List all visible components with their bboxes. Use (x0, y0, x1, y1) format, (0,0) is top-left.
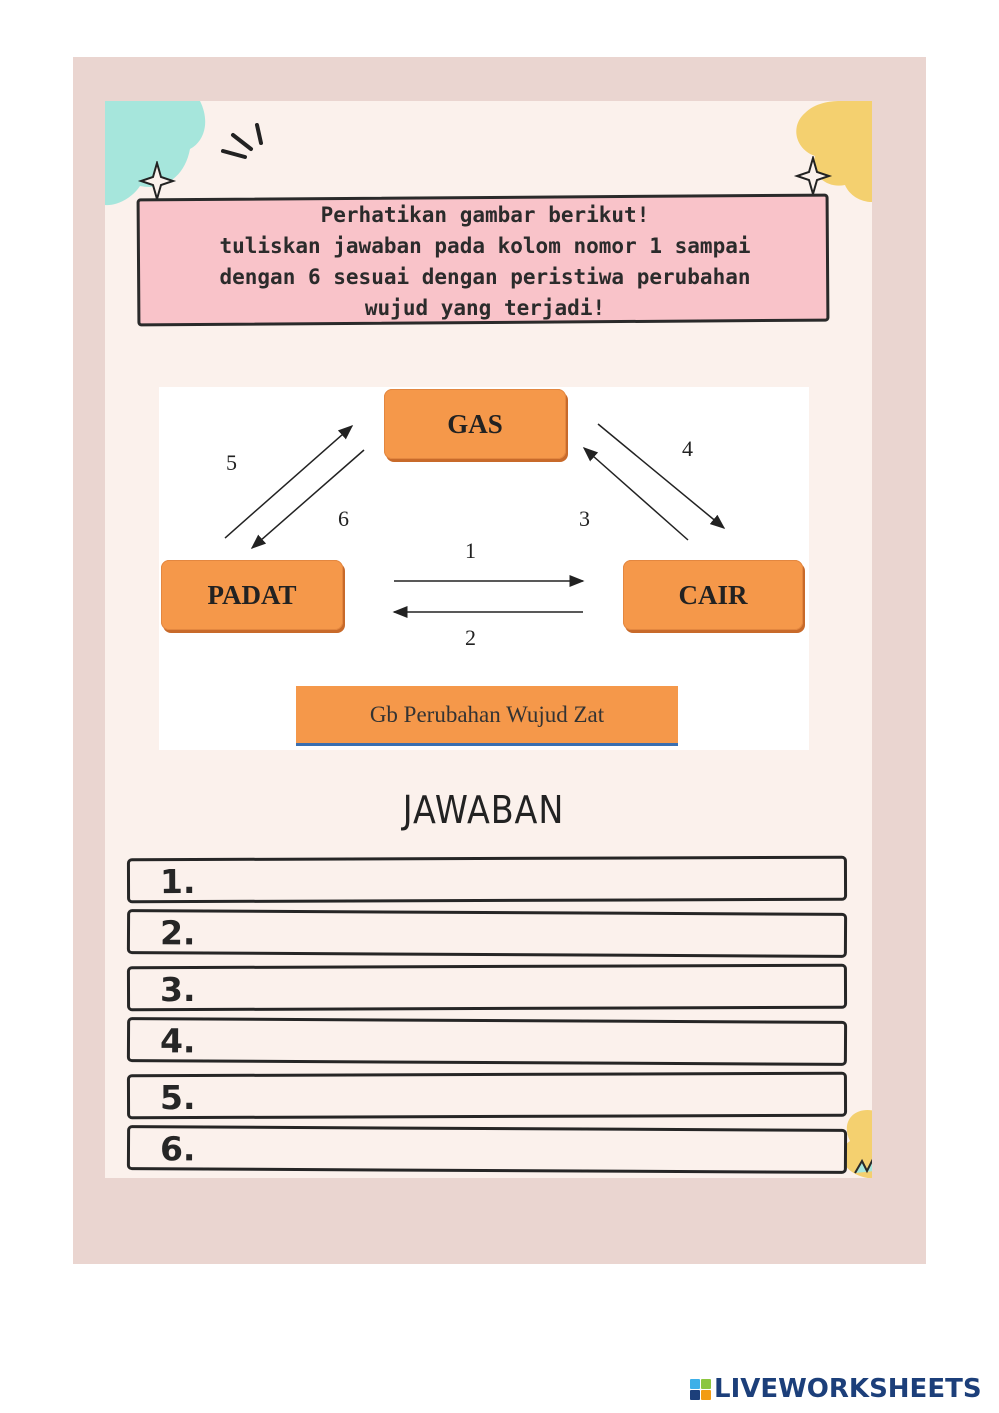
answer-field-3 (127, 964, 847, 1012)
instruction-line-4: wujud yang terjadi! (364, 296, 606, 320)
label-4: 4 (682, 436, 693, 461)
instruction-line-3: dengan 6 sesuai dengan peristiwa perubahan (219, 265, 751, 289)
answer-number-label: 4. (159, 1021, 196, 1061)
cair-box: CAIR (623, 560, 803, 630)
answer-field-2 (127, 909, 847, 958)
answer-input-3[interactable] (220, 972, 824, 1006)
answer-input-6[interactable] (220, 1134, 824, 1169)
label-5: 5 (226, 450, 237, 475)
label-2: 2 (465, 625, 476, 650)
answer-number-label: 2. (159, 913, 196, 953)
label-1: 1 (465, 538, 476, 563)
diagram-caption: Gb Perubahan Wujud Zat (296, 686, 678, 746)
answer-input-1[interactable] (220, 864, 824, 898)
brand-name: LIVEWORKSHEETS (714, 1374, 982, 1404)
arrow-5 (225, 426, 352, 538)
answer-input-5[interactable] (220, 1080, 824, 1114)
gas-box: GAS (384, 389, 566, 459)
brand-footer (690, 1374, 982, 1404)
answer-input-4[interactable] (220, 1026, 824, 1061)
answer-number-label: 3. (159, 970, 196, 1010)
label-6: 6 (338, 506, 349, 531)
answer-field-4 (127, 1017, 847, 1066)
answer-field-6 (127, 1125, 847, 1174)
instruction-line-1: Perhatikan gambar berikut! (320, 203, 650, 227)
answer-section-title: JAWABAN (402, 788, 565, 832)
answer-field-5 (127, 1072, 847, 1120)
answer-number-label: 5. (159, 1078, 196, 1118)
answer-number-label: 6. (159, 1129, 196, 1169)
arrow-4 (598, 424, 724, 528)
label-3: 3 (579, 506, 590, 531)
liveworksheets-logo-icon (690, 1379, 711, 1400)
answer-input-2[interactable] (220, 918, 824, 953)
answer-field-1 (127, 856, 847, 904)
arrow-3 (584, 448, 688, 540)
answer-number-label: 1. (159, 862, 196, 902)
padat-box: PADAT (161, 560, 343, 630)
instruction-line-2: tuliskan jawaban pada kolom nomor 1 sampai (219, 234, 751, 258)
